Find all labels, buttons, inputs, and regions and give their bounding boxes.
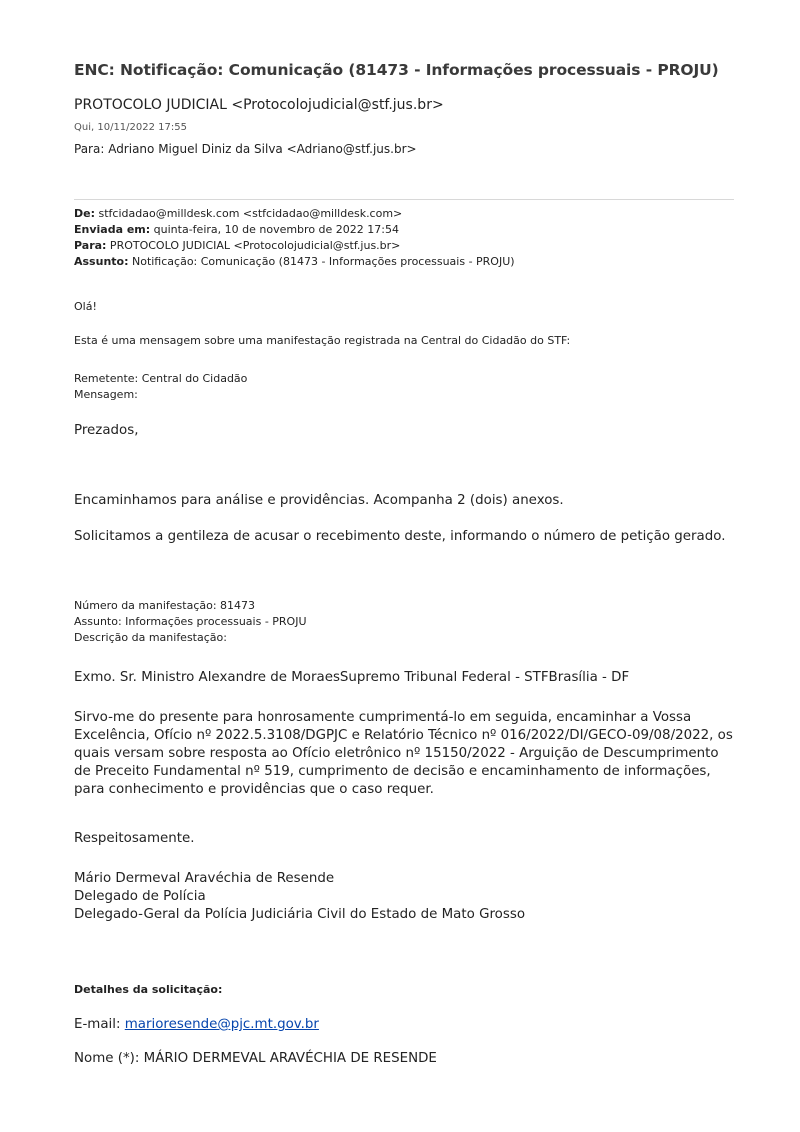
descricao-label: Descrição da manifestação: bbox=[74, 631, 227, 644]
paragraph-line: quais versam sobre resposta ao Ofício eletrônico nº 15150/2022 - Arguição de Descumprimento bbox=[74, 746, 719, 761]
signature-block bbox=[74, 870, 525, 924]
solicitamos-line: Solicitamos a gentileza de acusar o recebimento deste, informando o número de petição gerado. bbox=[74, 529, 726, 544]
addressee-line: Exmo. Sr. Ministro Alexandre de MoraesSupremo Tribunal Federal - STFBrasília - DF bbox=[74, 670, 630, 685]
email-subject: ENC: Notificação: Comunicação (81473 - Informações processuais - PROJU) bbox=[74, 61, 719, 79]
numero-manifestacao: Número da manifestação: 81473 bbox=[74, 599, 256, 612]
sent-label: Enviada em: bbox=[74, 223, 151, 236]
email-sender[interactable]: PROTOCOLO JUDICIAL <Protocolojudicial@stf.jus.br> bbox=[74, 97, 444, 113]
signature-role: Delegado de Polícia bbox=[74, 889, 206, 904]
forward-divider bbox=[74, 199, 734, 200]
signature-title: Delegado-Geral da Polícia Judiciária Civil do Estado de Mato Grosso bbox=[74, 907, 526, 922]
details-heading: Detalhes da solicitação: bbox=[74, 983, 223, 996]
from-value: stfcidadao@milldesk.com <stfcidadao@milldesk.com> bbox=[95, 207, 403, 220]
forwarded-sent bbox=[74, 222, 515, 238]
greeting: Olá! bbox=[74, 300, 97, 313]
subject-label: Assunto: bbox=[74, 255, 129, 268]
to-value: PROTOCOLO JUDICIAL <Protocolojudicial@stf.jus.br> bbox=[106, 239, 401, 252]
sent-value: quinta-feira, 10 de novembro de 2022 17:54 bbox=[150, 223, 399, 236]
email-link[interactable]: marioresende@pjc.mt.gov.br bbox=[124, 1017, 319, 1032]
paragraph-line: de Preceito Fundamental nº 519, cumprimento de decisão e encaminhamento de informações, bbox=[74, 764, 711, 779]
paragraph-line: Sirvo-me do presente para honrosamente cumprimentá-lo em seguida, encaminhar a Vossa bbox=[74, 710, 692, 725]
subject-value: Notificação: Comunicação (81473 - Informações processuais - PROJU) bbox=[128, 255, 515, 268]
forwarded-from bbox=[74, 206, 515, 222]
mensagem-label: Mensagem: bbox=[74, 388, 138, 401]
email-date: Qui, 10/11/2022 17:55 bbox=[74, 122, 187, 133]
email-recipient[interactable]: Para: Adriano Miguel Diniz da Silva <Adriano@stf.jus.br> bbox=[74, 142, 417, 156]
forwarded-header bbox=[74, 206, 515, 270]
to-label: Para: bbox=[74, 239, 107, 252]
from-label: De: bbox=[74, 207, 95, 220]
paragraph-line: para conhecimento e providências que o caso requer. bbox=[74, 782, 434, 797]
encaminhamos-line: Encaminhamos para análise e providências. Acompanha 2 (dois) anexos. bbox=[74, 493, 564, 508]
details-email bbox=[74, 1016, 319, 1034]
paragraph-line: Excelência, Ofício nº 2022.5.3108/DGPJC e Relatório Técnico nº 016/2022/DI/GECO-09/08/2022, os bbox=[74, 728, 733, 743]
email-label: E-mail: bbox=[74, 1017, 125, 1032]
assunto-manifestacao: Assunto: Informações processuais - PROJU bbox=[74, 615, 307, 628]
forwarded-to bbox=[74, 238, 515, 254]
details-name: Nome (*): MÁRIO DERMEVAL ARAVÉCHIA DE RESENDE bbox=[74, 1051, 437, 1066]
remetente-line: Remetente: Central do Cidadão bbox=[74, 372, 248, 385]
sirvo-paragraph bbox=[74, 709, 733, 799]
prezados-line: Prezados, bbox=[74, 423, 139, 438]
forwarded-subject bbox=[74, 254, 515, 270]
signature-name: Mário Dermeval Aravéchia de Resende bbox=[74, 871, 335, 886]
intro-text: Esta é uma mensagem sobre uma manifestação registrada na Central do Cidadão do STF: bbox=[74, 334, 571, 347]
closing-line: Respeitosamente. bbox=[74, 831, 195, 846]
